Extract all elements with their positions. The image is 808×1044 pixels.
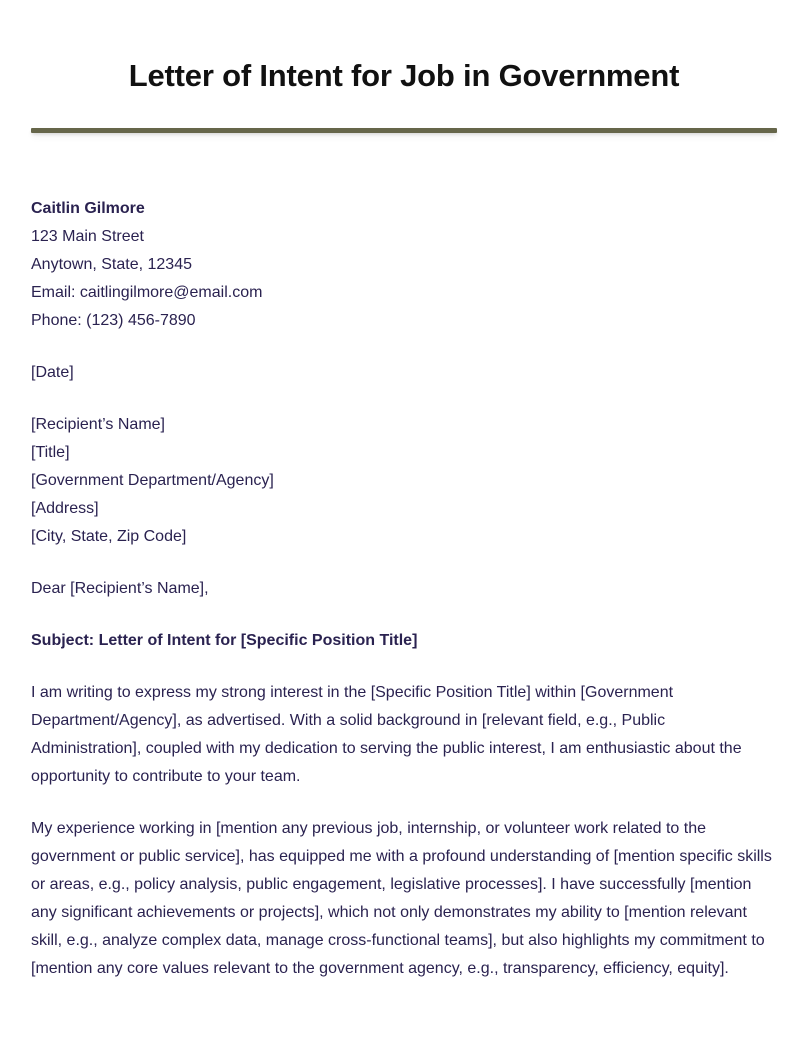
sender-address-block bbox=[31, 195, 777, 335]
page-title: Letter of Intent for Job in Government bbox=[128, 58, 680, 93]
subject-line: Subject: Letter of Intent for [Specific Position Title] bbox=[31, 632, 418, 649]
body-paragraph-1: I am writing to express my strong interest in the [Specific Position Title] within [Government Department/Agency], as advertised. With a solid background in [relevant field, e.g., Public Administration], coupled with my dedication to serving the public interest, I am enthusiastic about the opportunity to contribute to your team. bbox=[31, 684, 742, 785]
sender-city-state-zip: Anytown, State, 12345 bbox=[31, 256, 192, 273]
sender-phone: Phone: (123) 456-7890 bbox=[31, 312, 196, 329]
recipient-city-state-zip: [City, State, Zip Code] bbox=[31, 528, 187, 545]
salutation-block bbox=[31, 575, 777, 603]
sender-email: Email: caitlingilmore@email.com bbox=[31, 284, 263, 301]
subject-block bbox=[31, 627, 777, 655]
recipient-address: [Address] bbox=[31, 500, 99, 517]
recipient-agency: [Government Department/Agency] bbox=[31, 472, 274, 489]
divider-bar bbox=[31, 128, 777, 133]
recipient-address-block bbox=[31, 411, 777, 551]
date-block bbox=[31, 359, 777, 387]
title-divider bbox=[31, 128, 777, 133]
date-line: [Date] bbox=[31, 364, 74, 381]
recipient-title: [Title] bbox=[31, 444, 70, 461]
recipient-name: [Recipient’s Name] bbox=[31, 416, 165, 433]
salutation: Dear [Recipient’s Name], bbox=[31, 580, 209, 597]
sender-name: Caitlin Gilmore bbox=[31, 200, 145, 217]
body-paragraph-2: My experience working in [mention any previous job, internship, or volunteer work related to the government or public service], has equipped me with a profound understanding of [mention specific skills or areas, e.g., policy analysis, public engagement, legislative processes]. I have successfully [mention any significant achievements or projects], which not only demonstrates my ability to [mention relevant skill, e.g., analyze complex data, manage cross-functional teams], but also highlights my commitment to [mention any core values relevant to the government agency, e.g., transparency, efficiency, equity]. bbox=[31, 820, 772, 977]
sender-street: 123 Main Street bbox=[31, 228, 144, 245]
letter-body bbox=[31, 195, 777, 983]
